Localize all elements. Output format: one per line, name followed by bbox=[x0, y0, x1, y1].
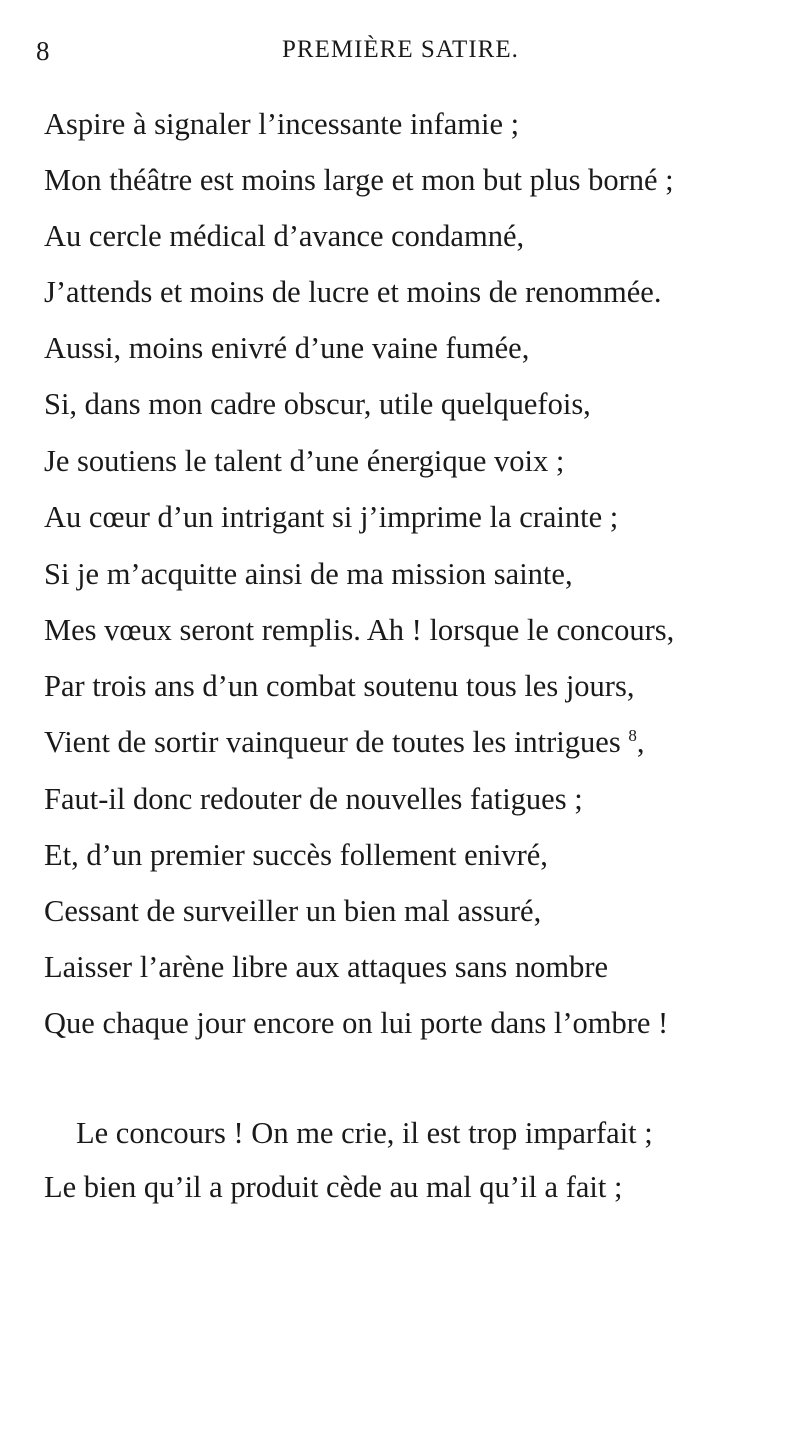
verse-line-with-footnote bbox=[44, 722, 644, 762]
verse-line-text: Vient de sortir vainqueur de toutes les intrigues bbox=[44, 725, 621, 759]
verse-line: Au cercle médical d’avance condamné, bbox=[44, 219, 525, 253]
verse-line: Je soutiens le talent d’une énergique voix ; bbox=[44, 444, 565, 478]
verse-line: Que chaque jour encore on lui porte dans l’ombre ! bbox=[44, 1006, 669, 1040]
footnote-punctuation: , bbox=[636, 725, 645, 759]
verse-line: Si je m’acquitte ainsi de ma mission sainte, bbox=[44, 557, 573, 591]
verse-line: Aspire à signaler l’incessante infamie ; bbox=[44, 107, 520, 141]
verse-line: Au cœur d’un intrigant si j’imprime la crainte ; bbox=[44, 500, 619, 534]
verse-line: Cessant de surveiller un bien mal assuré, bbox=[44, 894, 542, 928]
verse-line: Et, d’un premier succès follement enivré, bbox=[44, 838, 548, 872]
verse-line: Laisser l’arène libre aux attaques sans nombre bbox=[44, 950, 609, 984]
verse-line: Par trois ans d’un combat soutenu tous les jours, bbox=[44, 669, 635, 703]
verse-line: Aussi, moins enivré d’une vaine fumée, bbox=[44, 331, 530, 365]
verse-line: Mon théâtre est moins large et mon but plus borné ; bbox=[44, 163, 674, 197]
verse-line: Le concours ! On me crie, il est trop imparfait ; bbox=[76, 1116, 653, 1150]
verse-line: Le bien qu’il a produit cède au mal qu’il a fait ; bbox=[44, 1170, 623, 1204]
footnote-marker: 8 bbox=[628, 725, 637, 745]
page-header bbox=[0, 36, 800, 76]
verse-line: J’attends et moins de lucre et moins de renommée. bbox=[44, 275, 662, 309]
verse-line: Mes vœux seront remplis. Ah ! lorsque le concours, bbox=[44, 613, 675, 647]
running-title: PREMIÈRE SATIRE. bbox=[282, 36, 519, 63]
page-number: 8 bbox=[36, 36, 50, 66]
verse-line: Si, dans mon cadre obscur, utile quelquefois, bbox=[44, 387, 591, 421]
verse-line: Faut-il donc redouter de nouvelles fatigues ; bbox=[44, 782, 583, 816]
